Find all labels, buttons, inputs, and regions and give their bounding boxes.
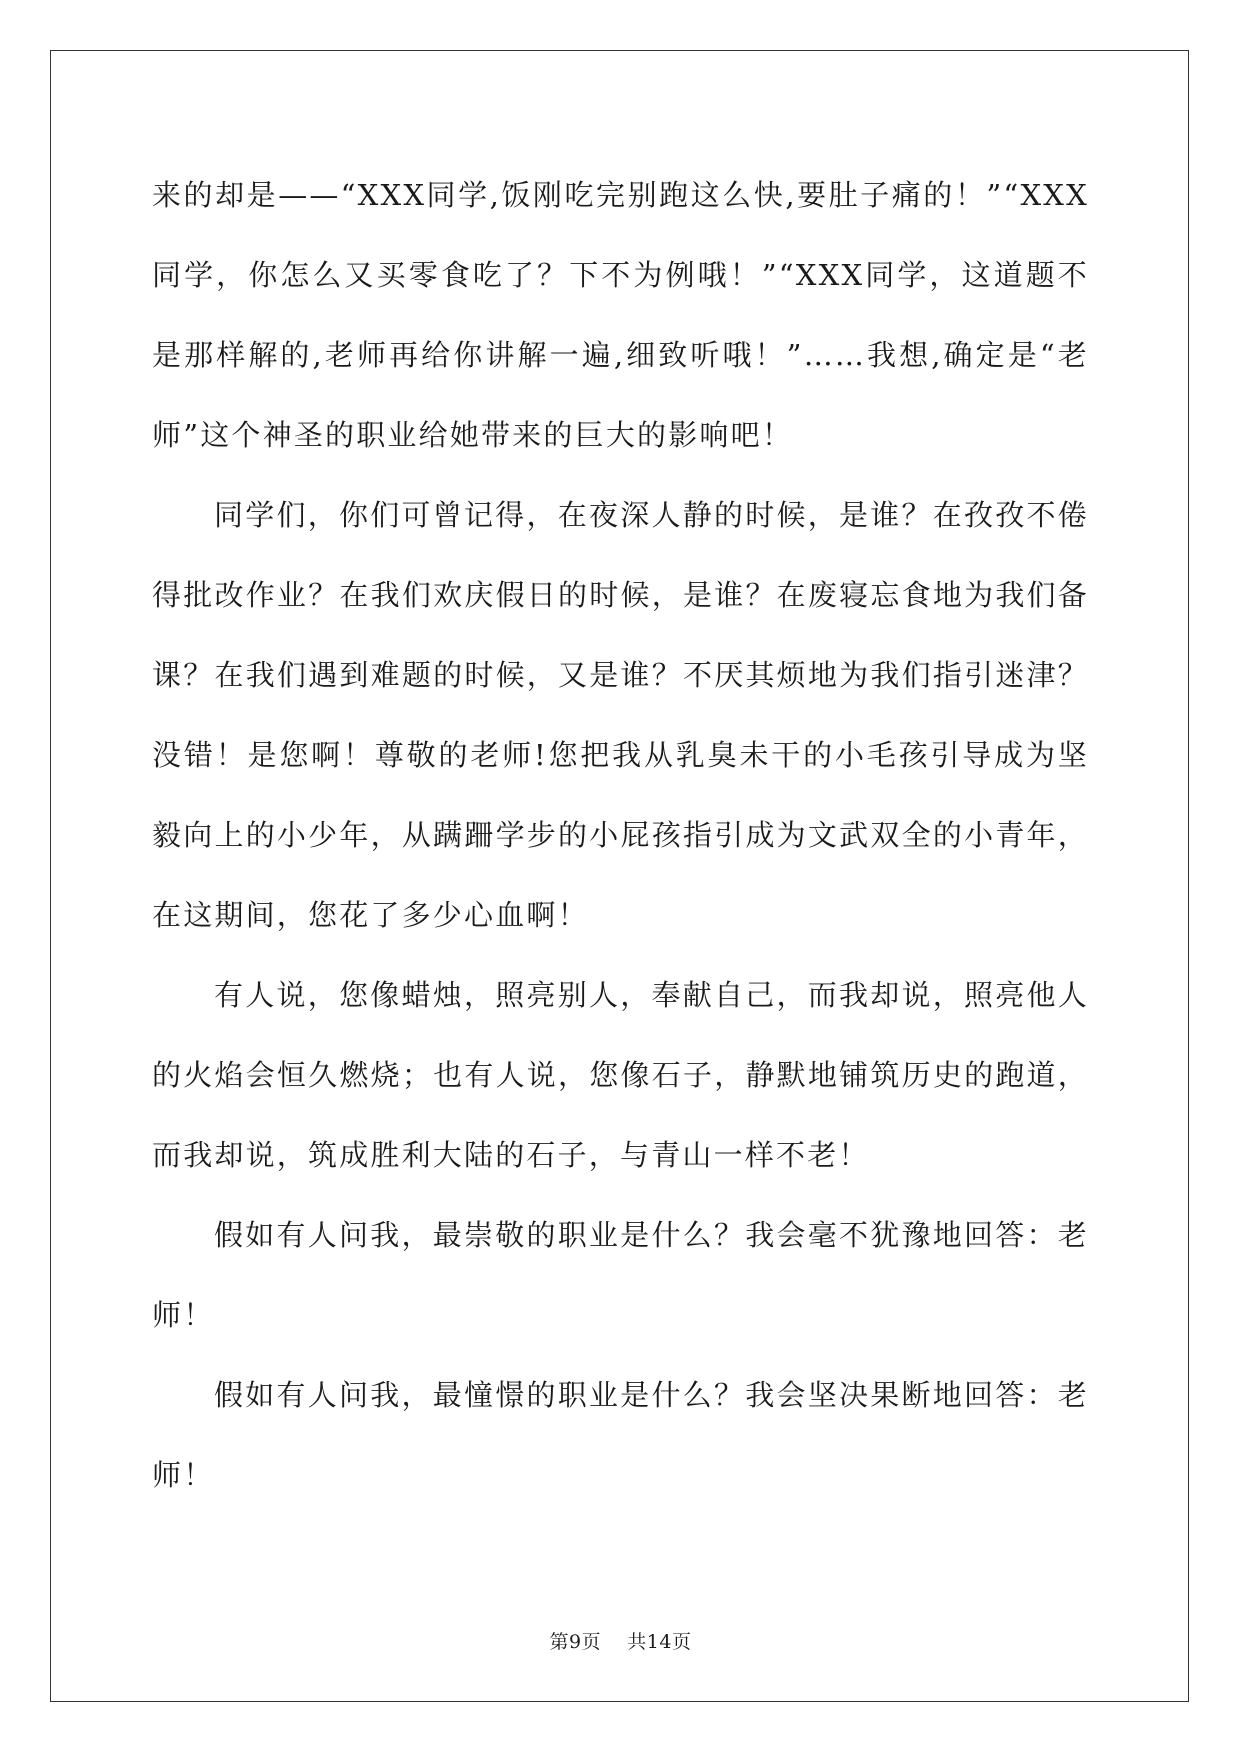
document-body: [152, 155, 1089, 1515]
paragraph-2: 同学们，你们可曾记得，在夜深人静的时候，是谁？在孜孜不倦得批改作业？在我们欢庆假日的时候，是谁？在废寝忘食地为我们备课？在我们遇到难题的时候，又是谁？不厌其烦地为我们指引迷津？没错！是您啊！尊敬的老师!您把我从乳臭未干的小毛孩引导成为坚毅向上的小少年，从蹒跚学步的小屁孩指引成为文武双全的小青年，在这期间，您花了多少心血啊！: [152, 498, 1089, 932]
paragraph-5: 假如有人问我，最憧憬的职业是什么？我会坚决果断地回答：老师！: [152, 1378, 1089, 1492]
page-total: 共14页: [627, 1631, 692, 1653]
page-footer: [0, 1627, 1241, 1654]
page-number: 第9页: [549, 1631, 602, 1653]
paragraph-3: 有人说，您像蜡烛，照亮别人，奉献自己，而我却说，照亮他人的火焰会恒久燃烧；也有人说，您像石子，静默地铺筑历史的跑道，而我却说，筑成胜利大陆的石子，与青山一样不老！: [152, 978, 1089, 1172]
paragraph-4: 假如有人问我，最崇敬的职业是什么？我会毫不犹豫地回答：老师！: [152, 1218, 1089, 1332]
paragraph-1: 来的却是——“XXX同学,饭刚吃完别跑这么快,要肚子痛的！”“XXX同学，你怎么又买零食吃了？下不为例哦！”“XXX同学，这道题不是那样解的,老师再给你讲解一遍,细致听哦！”……我想,确定是“老师”这个神圣的职业给她带来的巨大的影响吧！: [152, 178, 1089, 452]
